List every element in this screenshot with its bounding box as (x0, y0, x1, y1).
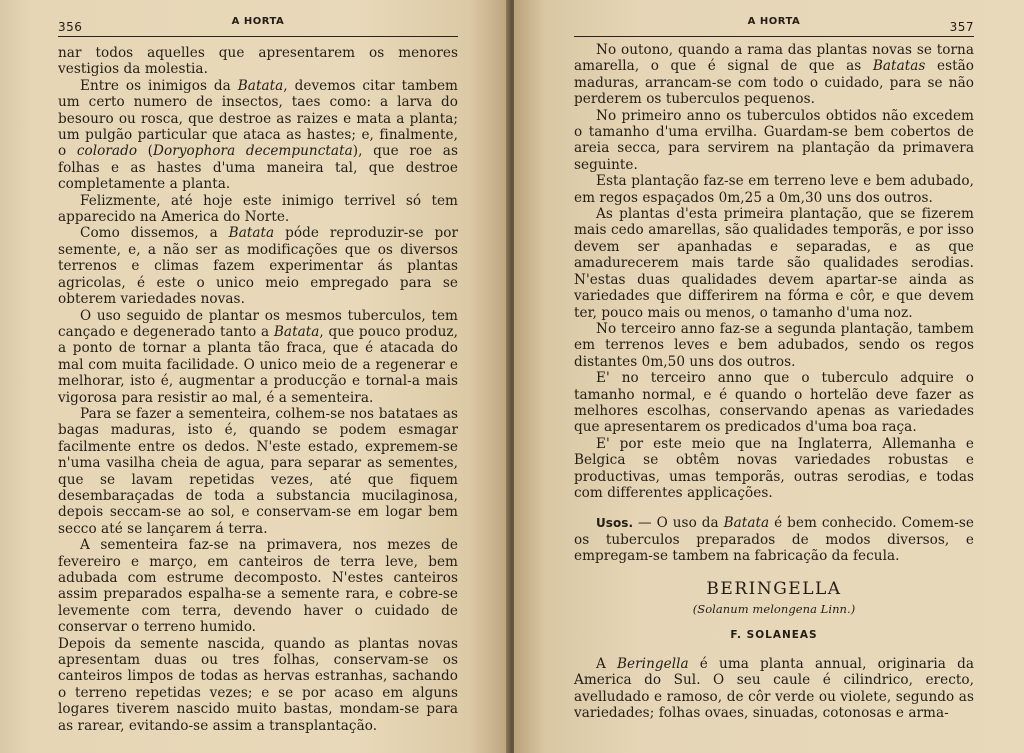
right-page-text (574, 42, 974, 721)
left-page (0, 0, 510, 753)
paragraph: No terceiro anno faz-se a segunda plantação, tambem em terrenos leves e bem adubados, sendo os regos distantes 0m,50 uns dos outros. (574, 320, 974, 370)
page-number: 356 (58, 20, 83, 34)
paragraph: Para se fazer a sementeira, colhem-se nos batataes as bagas maduras, isto é, quando se podem esmagar facilmente entre os dedos. N'este estado, expremem-se n'uma vasilha cheia de agua, para separar as sementes, que se lavam repetidas vezes, até que fiquem desembaraçadas de toda a substancia mucilaginosa, depois seccam-se ao sol, e conservam-se em logar bem secco até se lançarem á terra. (58, 405, 458, 537)
paragraph: A Beringella é uma planta annual, originaria da America do Sul. O seu caule é cilindrico, erecto, avelludado e ramoso, de côr verde ou violete, segundo as variedades; folhas ovaes, sinuadas, cotonosas e arma- (574, 655, 974, 722)
paragraph: E' por este meio que na Inglaterra, Allemanha e Belgica se obtêm novas variedades robustas e productivas, umas temporãs, outras serodias, e todas com differentes applicações. (574, 435, 974, 501)
header-rule (574, 36, 974, 37)
right-page-header (574, 14, 974, 36)
paragraph: E' no terceiro anno que o tuberculo adquire o tamanho normal, e é quando o hortelão deve fazer as melhores escolhas, conservando apenas as variedades que apresentarem os predicados d'uma boa raça. (574, 370, 974, 436)
paragraph: Depois da semente nascida, quando as plantas novas apresentam duas ou tres folhas, conservam-se os canteiros limpos de todas as hervas estranhas, sachando o terreno repetidas vezes; e se por acaso em alguns logares tiverem nascido muito bastas, mondam-se para as rarear, evitando-se assim a transplantação. (58, 635, 458, 734)
paragraph: O uso seguido de plantar os mesmos tuberculos, tem cançado e degenerado tanto a Batata, que pouco produz, a ponto de tornar a planta tão fraca, que é atacada do mal com muita facilidade. O unico meio de a regenerar e melhorar, isto é, augmentar a producção e tornal-a mais vigorosa para resistir ao mal, é a sementeira. (58, 307, 459, 406)
section-title: BERINGELLA (706, 578, 842, 599)
left-page-text (58, 45, 458, 734)
scientific-name: (Solanum melongena Linn.) (692, 602, 856, 616)
paragraph: A sementeira faz-se na primavera, nos mezes de fevereiro e março, em canteiros de terra leve, bem adubada com estrume decomposto. N'estes canteiros assim preparados espalha-se a semente rara, e cobre-se levemente com terra, devendo haver o cuidado de conservar o terreno humido. (58, 537, 458, 636)
paragraph: Esta plantação faz-se em terreno leve e bem adubado, em regos espaçados 0m,25 a 0m,30 uns dos outros. (574, 173, 974, 206)
header-rule (58, 36, 458, 37)
usos-label: Usos. (596, 516, 634, 531)
paragraph: Felizmente, até hoje este inimigo terrivel só tem apparecido na America do Norte. (58, 192, 458, 226)
left-page-header (58, 14, 458, 36)
paragraph: Entre os inimigos da Batata, devemos citar tambem um certo numero de insectos, taes como: a larva do besouro ou rosca, que destroe as raizes e mata a planta; um pulgão particular que ataca as hastes; e, finalmente, o colorado (Doryophora decempunctata), que roe as folhas e as hastes d'uma maneira tal, que destroe completamente a planta. (58, 77, 458, 193)
paragraph: Como dissemos, a Batata póde reproduzir-se por semente, e, a não ser as modificações que os diversos terrenos e climas fazem experimentar ás plantas agricolas, é este o unico meio empregado para se obterem variedades novas. (58, 225, 459, 308)
paragraph: nar todos aquelles que apresentarem os menores vestigios da molestia. (58, 45, 458, 78)
usos-paragraph: Usos. — O uso da Batata é bem conhecido. Comem-se os tuberculos preparados de modos diversos, e empregam-se tambem na fabricação da fecula. (574, 515, 974, 565)
paragraph: No primeiro anno os tuberculos obtidos não excedem o tamanho d'uma ervilha. Guardam-se bem cobertos de areia secca, para servirem na plantação da primavera seguinte. (574, 107, 974, 173)
running-head: A HORTA (747, 16, 801, 27)
page-number: 357 (949, 20, 974, 34)
family-label: F. SOLANEAS (730, 629, 818, 642)
right-page (514, 0, 1024, 753)
running-head: A HORTA (231, 16, 285, 27)
paragraph: No outono, quando a rama das plantas novas se torna amarella, o que é signal de que as Batatas estão maduras, arrancam-se com todo o cuidado, para se não perderem os tuberculos pequenos. (574, 42, 974, 108)
paragraph: As plantas d'esta primeira plantação, que se fizerem mais cedo amarellas, são qualidades temporãs, e por isso devem ser apanhadas e separadas, e as que amadurecerem mais tarde são qualidades serodias. N'estas duas qualidades devem apartar-se ainda as variedades que differirem na fórma e côr, e que devem ter, pouco mais ou menos, o tamanho d'uma noz. (574, 206, 974, 321)
